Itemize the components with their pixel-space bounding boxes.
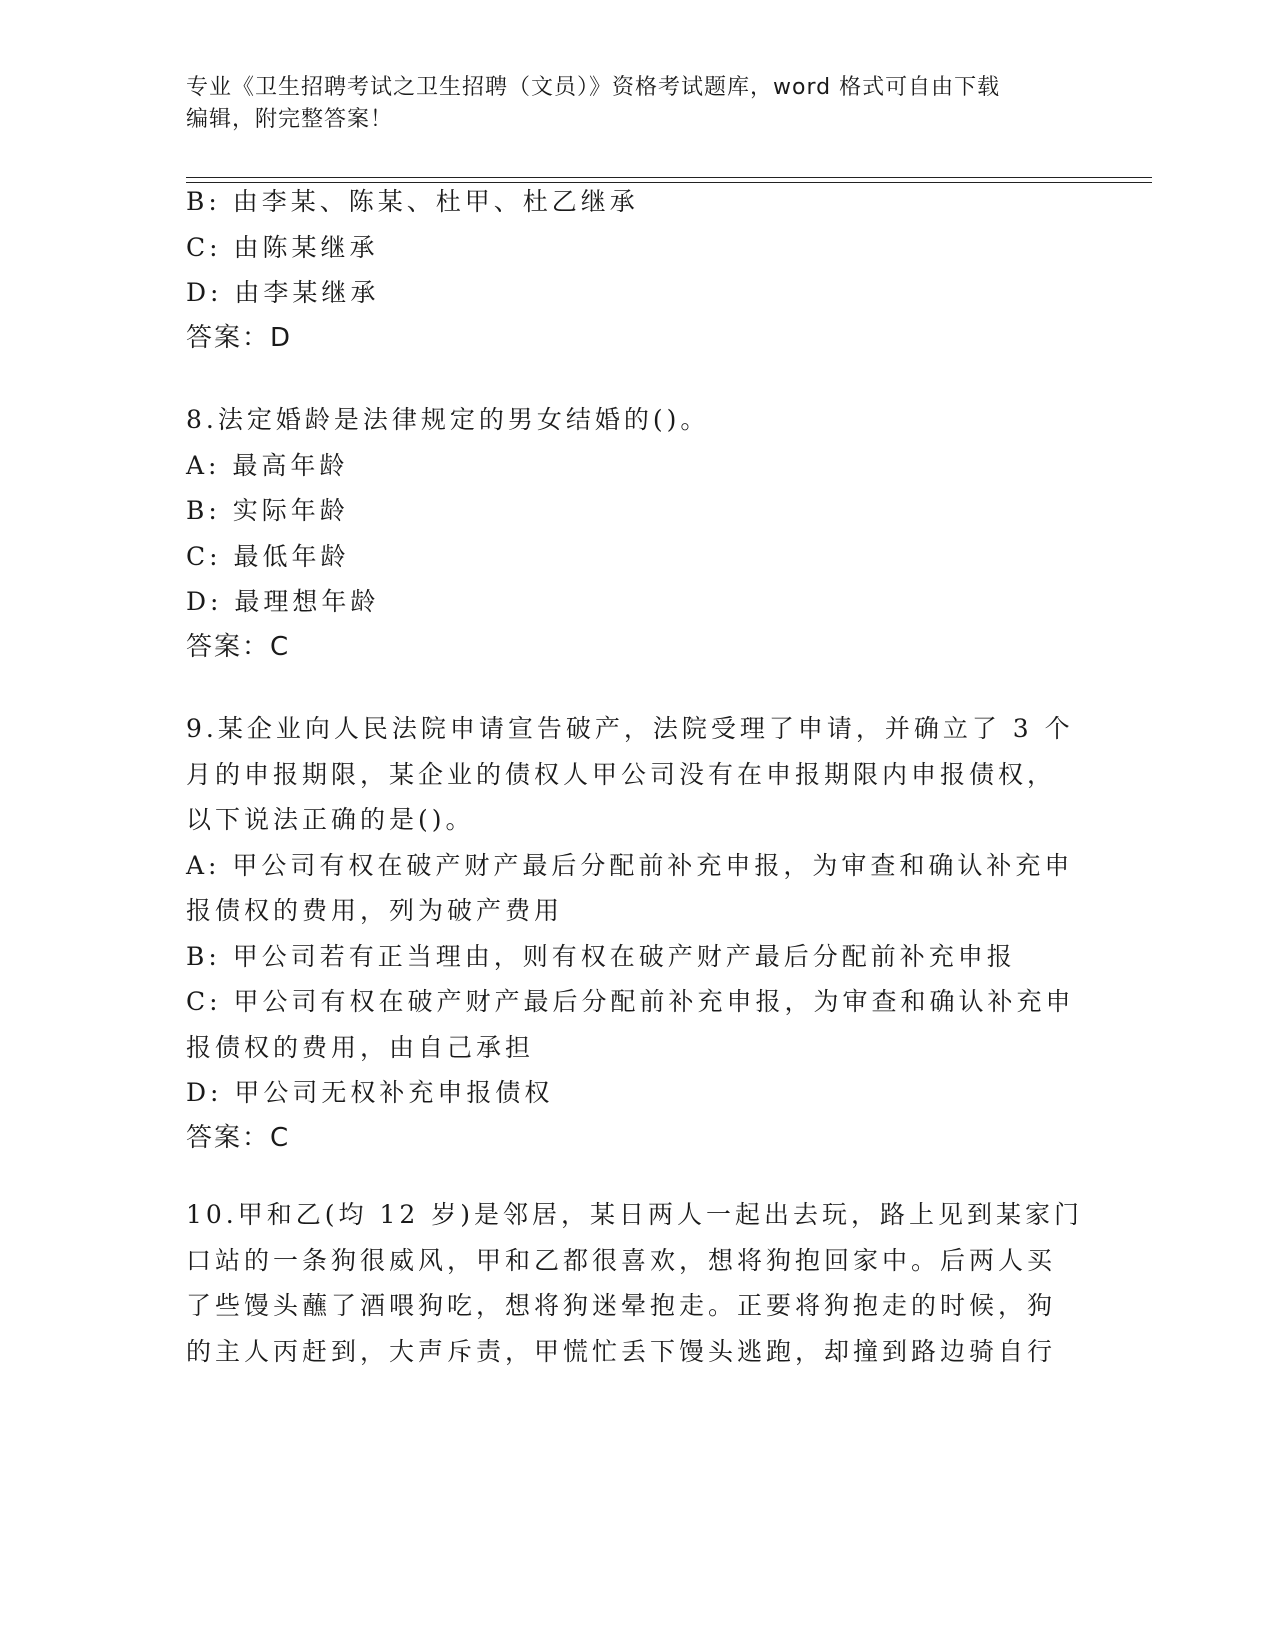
answer: 答案：C [186, 631, 291, 662]
question-text-line: 10.甲和乙(均 12 岁)是邻居，某日两人一起出去玩，路上见到某家门 [186, 1200, 1083, 1229]
question-10 [186, 1192, 1086, 1374]
option-d: D: 甲公司无权补充申报债权 [186, 1078, 554, 1107]
option-a: A: 甲公司有权在破产财产最后分配前补充申报，为审查和确认补充申 [186, 850, 1074, 880]
header-line-2: 编辑，附完整答案！ [186, 107, 394, 132]
question-7-options [186, 179, 1086, 361]
option-a: A: 最高年龄 [186, 450, 349, 480]
option-b: B: 由李某、陈某、杜甲、杜乙继承 [186, 187, 639, 216]
option-c-continued: 报债权的费用，由自己承担 [186, 1032, 535, 1062]
question-text-line: 了些馒头蘸了酒喂狗吃，想将狗迷晕抱走。正要将狗抱走的时候，狗 [186, 1291, 1057, 1320]
question-text-line: 9.某企业向人民法院申请宣告破产，法院受理了申请，并确立了 3 个 [186, 714, 1074, 743]
option-d: D: 最理想年龄 [186, 587, 380, 616]
document-header [186, 72, 1086, 136]
question-text: 8.法定婚龄是法律规定的男女结婚的()。 [186, 405, 710, 434]
question-8 [186, 397, 1086, 670]
header-line-1: 专业《卫生招聘考试之卫生招聘（文员）》资格考试题库，word 格式可自由下载 [186, 75, 1001, 100]
option-c: C: 最低年龄 [186, 541, 350, 571]
answer: 答案：C [186, 1122, 291, 1153]
option-b: B: 甲公司若有正当理由，则有权在破产财产最后分配前补充申报 [186, 941, 1016, 971]
question-text-line: 口站的一条狗很威风，甲和乙都很喜欢，想将狗抱回家中。后两人买 [186, 1245, 1057, 1275]
option-b: B: 实际年龄 [186, 496, 349, 525]
option-c: C: 甲公司有权在破产财产最后分配前补充申报，为审查和确认补充申 [186, 987, 1075, 1016]
option-c: C: 由陈某继承 [186, 232, 379, 262]
option-a-continued: 报债权的费用，列为破产费用 [186, 896, 564, 925]
answer: 答案：D [186, 322, 293, 353]
option-d: D: 由李某继承 [186, 278, 380, 307]
question-text-line: 以下说法正确的是()。 [186, 805, 475, 834]
question-text-line: 月的申报期限，某企业的债权人甲公司没有在申报期限内申报债权， [186, 759, 1057, 789]
question-9 [186, 706, 1086, 1161]
question-text-line: 的主人丙赶到，大声斥责，甲慌忙丢下馒头逃跑，却撞到路边骑自行 [186, 1336, 1057, 1366]
